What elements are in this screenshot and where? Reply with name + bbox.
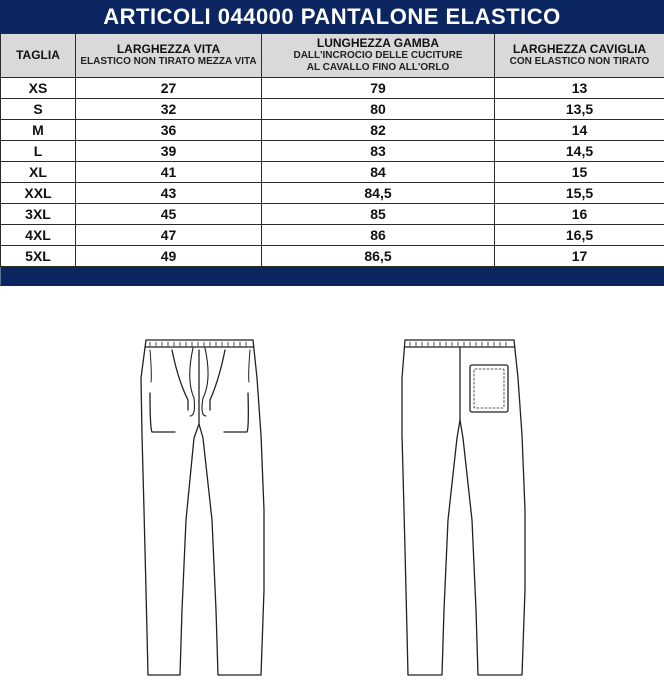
size-cell: XL (1, 162, 76, 183)
table-header-row (1, 34, 664, 78)
leg-cell: 84 (262, 162, 495, 183)
table-row (1, 225, 664, 246)
header-ankle (495, 34, 664, 78)
leg-cell: 86 (262, 225, 495, 246)
header-leg-note: DALL'INCROCIO DELLE CUCITURE AL CAVALLO FINO ALL'ORLO (293, 50, 463, 73)
size-cell: 5XL (1, 246, 76, 267)
table-row (1, 120, 664, 141)
table-row (1, 183, 664, 204)
table-footer-band (1, 267, 664, 286)
size-cell: XXL (1, 183, 76, 204)
size-cell: 4XL (1, 225, 76, 246)
ankle-cell: 17 (495, 246, 664, 267)
table-row (1, 246, 664, 267)
header-ankle-note: CON ELASTICO NON TIRATO (509, 56, 650, 67)
leg-cell: 82 (262, 120, 495, 141)
table-row (1, 99, 664, 120)
table-row (1, 162, 664, 183)
header-leg (262, 34, 495, 78)
waist-cell: 39 (76, 141, 262, 162)
waist-cell: 27 (76, 78, 262, 99)
leg-cell: 79 (262, 78, 495, 99)
table-row (1, 78, 664, 99)
header-size-label: TAGLIA (16, 48, 60, 62)
ankle-cell: 16,5 (495, 225, 664, 246)
table-row (1, 204, 664, 225)
table-row (1, 141, 664, 162)
header-ankle-label: LARGHEZZA CAVIGLIA (512, 42, 647, 56)
header-waist-label: LARGHEZZA VITA (116, 42, 221, 56)
header-leg-label: LUNGHEZZA GAMBA (316, 36, 440, 50)
footer-cell (262, 267, 495, 286)
leg-cell: 84,5 (262, 183, 495, 204)
waist-cell: 36 (76, 120, 262, 141)
ankle-cell: 13,5 (495, 99, 664, 120)
waist-cell: 32 (76, 99, 262, 120)
leg-cell: 86,5 (262, 246, 495, 267)
waist-cell: 47 (76, 225, 262, 246)
waist-cell: 43 (76, 183, 262, 204)
waist-cell: 41 (76, 162, 262, 183)
ankle-cell: 16 (495, 204, 664, 225)
footer-cell (495, 267, 664, 286)
ankle-cell: 14,5 (495, 141, 664, 162)
header-size (1, 34, 76, 78)
size-cell: XS (1, 78, 76, 99)
leg-cell: 83 (262, 141, 495, 162)
pants-front-drawing (141, 340, 264, 675)
size-cell: S (1, 99, 76, 120)
size-chart-table (0, 33, 664, 286)
size-cell: L (1, 141, 76, 162)
ankle-cell: 14 (495, 120, 664, 141)
ankle-cell: 15,5 (495, 183, 664, 204)
leg-cell: 80 (262, 99, 495, 120)
size-cell: M (1, 120, 76, 141)
pants-back-drawing (402, 340, 525, 675)
garment-drawings (0, 320, 664, 693)
waist-cell: 45 (76, 204, 262, 225)
ankle-cell: 15 (495, 162, 664, 183)
size-cell: 3XL (1, 204, 76, 225)
waist-cell: 49 (76, 246, 262, 267)
page-title: ARTICOLI 044000 PANTALONE ELASTICO (0, 0, 664, 33)
header-waist-note: ELASTICO NON TIRATO MEZZA VITA (80, 56, 257, 67)
leg-cell: 85 (262, 204, 495, 225)
header-waist (76, 34, 262, 78)
footer-cell (76, 267, 262, 286)
footer-cell (1, 267, 76, 286)
ankle-cell: 13 (495, 78, 664, 99)
